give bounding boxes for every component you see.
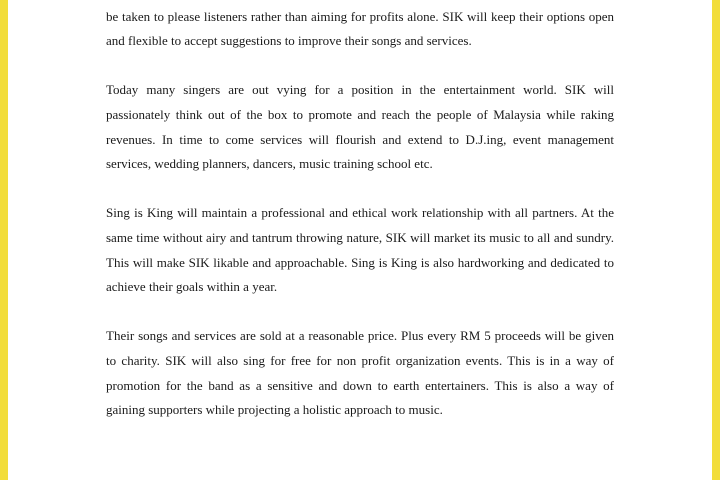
paragraph-3: Sing is King will maintain a professional and ethical work relationship with all partners. At the same time without airy and tantrum throwing nature, SIK will market its music to all and sundry. This will make SIK likable and approachable. Sing is King is also hardworking and dedicated to achieve their goals within a year. [106, 205, 614, 295]
body-text [106, 0, 614, 447]
paragraph-4: Their songs and services are sold at a reasonable price. Plus every RM 5 proceeds will be given to charity. SIK will also sing for free for non profit organization events. This is in a way of promotion for the band as a sensitive and down to earth entertainers. This is also a way of gaining supporters while projecting a holistic approach to music. [106, 328, 614, 418]
paragraph-1: be taken to please listeners rather than aiming for profits alone. SIK will keep their options open and flexible to accept suggestions to improve their songs and services. [106, 8, 614, 49]
document-page [8, 0, 712, 480]
paragraph-2: Today many singers are out vying for a position in the entertainment world. SIK will passionately think out of the box to promote and reach the people of Malaysia while raking revenues. In time to come services will flourish and extend to D.J.ing, event management services, wedding planners, dancers, music training school etc. [106, 82, 614, 172]
